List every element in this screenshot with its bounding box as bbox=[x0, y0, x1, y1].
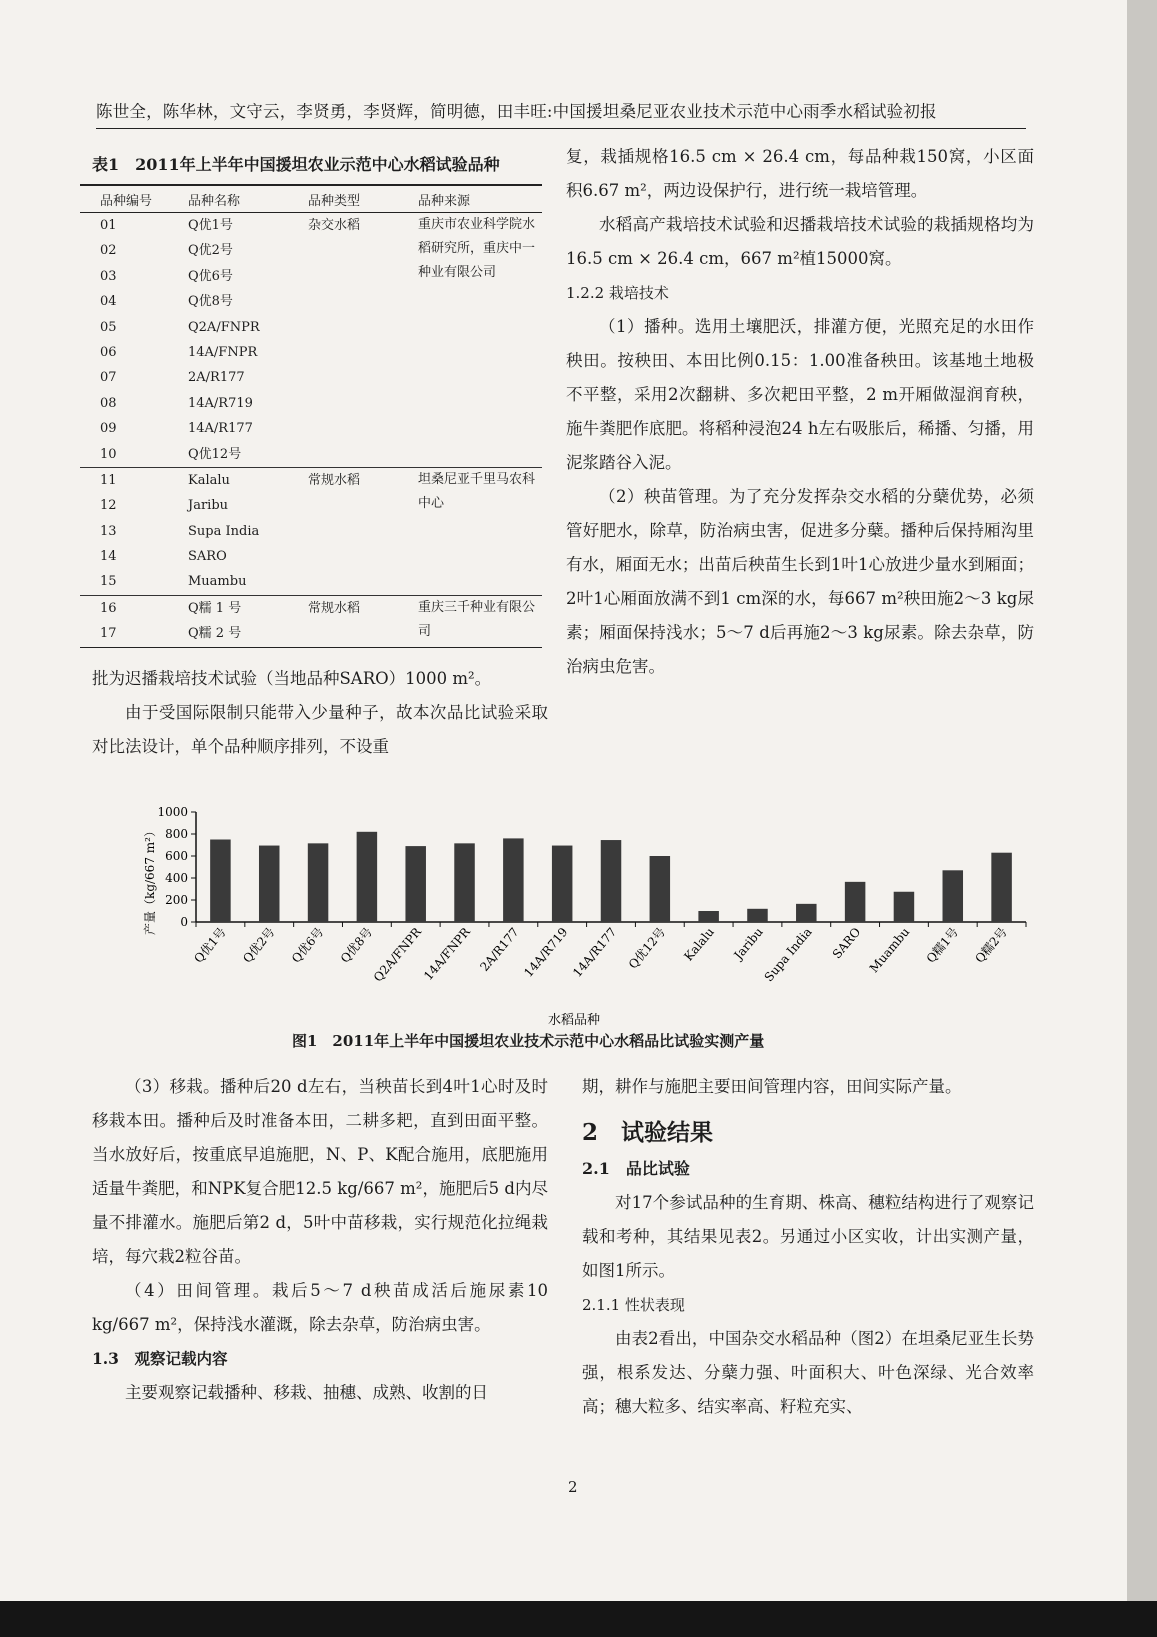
cell-source bbox=[418, 544, 542, 569]
bar bbox=[503, 838, 524, 922]
table-row bbox=[80, 569, 542, 595]
cell-source-text: 重庆三千种业有限公司 bbox=[418, 599, 536, 639]
table-row bbox=[80, 213, 542, 239]
paragraph: （1）播种。选用土壤肥沃，排灌方便，光照充足的水田作秧田。按秧田、本田比例0.15：1.00准备秧田。该基地土地极不平整，采用2次翻耕、多次耙田平整，2 m开厢做湿润育秧，施牛粪肥作底肥。将稻种浸泡24 h左右吸胀后，稀播、匀播，用泥浆踏谷入泥。 bbox=[566, 317, 1034, 472]
bar bbox=[454, 843, 475, 922]
bar bbox=[650, 856, 671, 922]
bar bbox=[747, 909, 768, 922]
cell-source bbox=[418, 315, 542, 340]
cell-type bbox=[308, 365, 418, 390]
bar bbox=[991, 853, 1012, 922]
cell-name: Q优1号 bbox=[188, 218, 233, 233]
cell-name: Q优8号 bbox=[188, 294, 233, 310]
x-tick-label: Q2A/FNPR bbox=[370, 924, 425, 985]
x-tick-label: Q优12号 bbox=[625, 924, 669, 972]
cell-name: Q优12号 bbox=[188, 446, 242, 462]
col-header-source: 品种来源 bbox=[418, 185, 542, 213]
table-row bbox=[80, 519, 542, 544]
cell-type bbox=[308, 519, 418, 544]
cell-name: Q2A/FNPR bbox=[188, 319, 260, 335]
x-tick-label: Q优8号 bbox=[337, 924, 376, 966]
x-tick-label: 14A/R719 bbox=[521, 924, 571, 980]
y-axis-label: 产量（kg/667 m²） bbox=[143, 825, 157, 935]
bar bbox=[845, 882, 866, 922]
cell-name: 14A/R177 bbox=[188, 421, 253, 437]
right-text-block bbox=[566, 140, 1034, 684]
cell-id: 08 bbox=[100, 395, 117, 411]
cell-type bbox=[308, 289, 418, 314]
table1-title: 表1 2011年上半年中国援坦农业示范中心水稻试验品种 bbox=[92, 155, 500, 174]
table-row bbox=[80, 315, 542, 340]
x-tick-label: Supa India bbox=[761, 924, 815, 985]
yield-bar-chart bbox=[96, 800, 1056, 1030]
cell-id: 12 bbox=[100, 498, 117, 514]
cell-source bbox=[418, 391, 542, 416]
table-row bbox=[80, 289, 542, 314]
table-row bbox=[80, 340, 542, 365]
scan-bottom-band bbox=[0, 1601, 1157, 1637]
cell-type bbox=[308, 569, 418, 595]
bar bbox=[698, 911, 719, 922]
paragraph: 复，栽插规格16.5 cm × 26.4 cm，每品种栽150窝，小区面积6.67 m²，两边设保护行，进行统一栽培管理。 bbox=[566, 147, 1034, 200]
cell-id: 03 bbox=[100, 268, 117, 284]
x-tick-label: Q优2号 bbox=[240, 924, 278, 966]
cell-name: Q优2号 bbox=[188, 243, 233, 259]
section-heading-2: 2 试验结果 bbox=[582, 1119, 714, 1146]
cell-type bbox=[308, 315, 418, 340]
cell-name: Supa India bbox=[188, 523, 260, 539]
cell-id: 16 bbox=[80, 595, 188, 621]
cell-type bbox=[308, 544, 418, 569]
subsection-heading: 2.1.1 性状表现 bbox=[582, 1296, 685, 1314]
cell-id: 05 bbox=[100, 319, 117, 335]
paragraph: 由于受国际限制只能带入少量种子，故本次品比试验采取对比法设计，单个品种顺序排列，不设重 bbox=[92, 703, 548, 756]
x-tick-label: Q优1号 bbox=[191, 924, 229, 966]
x-tick-label: Q糯2号 bbox=[972, 924, 1010, 966]
cell-name: Q糯 1 号 bbox=[188, 595, 308, 621]
page-edge-shadow bbox=[1127, 0, 1157, 1637]
table1 bbox=[80, 184, 542, 648]
bar bbox=[796, 904, 817, 922]
cell-id: 14 bbox=[100, 549, 117, 565]
cell-source bbox=[418, 467, 542, 511]
page-number: 2 bbox=[568, 1478, 578, 1496]
cell-source-text: 重庆市农业科学院水稻研究所，重庆中一种业有限公司 bbox=[418, 217, 536, 280]
bottom-left-text-block bbox=[92, 1070, 548, 1410]
paragraph: 期，耕作与施肥主要田间管理内容，田间实际产量。 bbox=[582, 1077, 962, 1096]
cell-source-text: 坦桑尼亚千里马农科中心 bbox=[418, 471, 536, 511]
col-header-type: 品种类型 bbox=[308, 185, 418, 213]
cell-id: 07 bbox=[100, 370, 117, 386]
cell-type bbox=[308, 621, 418, 647]
subsection-heading: 1.2.2 栽培技术 bbox=[566, 284, 669, 302]
y-tick-label: 400 bbox=[165, 871, 188, 885]
cell-name: 14A/R719 bbox=[188, 395, 253, 411]
bar bbox=[308, 843, 329, 922]
cell-source bbox=[418, 442, 542, 468]
bar bbox=[894, 892, 915, 922]
cell-type bbox=[308, 493, 418, 518]
cell-source bbox=[418, 569, 542, 595]
x-tick-label: 2A/R177 bbox=[477, 924, 522, 974]
col-header-id: 品种编号 bbox=[80, 185, 188, 213]
cell-source bbox=[418, 340, 542, 365]
cell-name: Jaribu bbox=[188, 498, 229, 514]
cell-type: 常规水稻 bbox=[308, 467, 418, 493]
table-row bbox=[80, 391, 542, 416]
cell-type bbox=[308, 391, 418, 416]
y-tick-label: 1000 bbox=[157, 805, 188, 819]
table-row bbox=[80, 595, 542, 621]
cell-name: Muambu bbox=[188, 574, 247, 590]
cell-name: 2A/R177 bbox=[188, 370, 245, 386]
col-header-name: 品种名称 bbox=[188, 185, 308, 213]
cell-source bbox=[418, 213, 542, 280]
cell-source bbox=[418, 365, 542, 390]
x-axis-label: 水稻品种 bbox=[547, 1013, 601, 1028]
bar bbox=[405, 846, 426, 922]
y-tick-label: 600 bbox=[165, 849, 188, 863]
cell-name: 14A/FNPR bbox=[188, 344, 258, 360]
cell-id: 15 bbox=[100, 574, 117, 590]
x-tick-label: Muambu bbox=[866, 924, 913, 976]
paragraph: 由表2看出，中国杂交水稻品种（图2）在坦桑尼亚生长势强，根系发达、分蘖力强、叶面积大、叶色深绿、光合效率高；穗大粒多、结实率高、籽粒充实、 bbox=[582, 1329, 1034, 1416]
cell-source bbox=[418, 595, 542, 639]
x-tick-label: 14A/FNPR bbox=[421, 924, 473, 983]
cell-id: 01 bbox=[100, 218, 117, 233]
cell-source bbox=[418, 416, 542, 441]
cell-name: SARO bbox=[188, 549, 227, 565]
bar bbox=[357, 832, 378, 922]
cell-type bbox=[308, 340, 418, 365]
bottom-right-text-block bbox=[582, 1070, 1034, 1424]
left-text-block bbox=[92, 662, 548, 764]
cell-id: 06 bbox=[100, 344, 117, 360]
cell-id: 17 bbox=[80, 621, 188, 647]
paragraph: （3）移栽。播种后20 d左右，当秧苗长到4叶1心时及时移栽本田。播种后及时准备本田，二耕多耙，直到田面平整。当水放好后，按重底早追施肥，N、P、K配合施用，底肥施用适量牛粪肥，和NPK复合肥12.5 kg/667 m²，施肥后5 d内尽量不排灌水。施肥后第2 d，5叶中苗移栽，实行规范化拉绳栽培，每穴栽2粒谷苗。 bbox=[92, 1077, 548, 1266]
x-tick-label: 14A/R177 bbox=[570, 924, 620, 980]
paragraph: 水稻高产栽培技术试验和迟播栽培技术试验的栽插规格均为16.5 cm × 26.4 cm，667 m²植15000窝。 bbox=[566, 215, 1034, 268]
paragraph: 对17个参试品种的生育期、株高、穗粒结构进行了观察记载和考种，其结果见表2。另通过小区实收，计出实测产量，如图1所示。 bbox=[582, 1193, 1034, 1280]
bar bbox=[601, 840, 622, 922]
paragraph: （4）田间管理。栽后5～7 d秧苗成活后施尿素10 kg/667 m²，保持浅水灌溉，除去杂草，防治病虫害。 bbox=[92, 1281, 548, 1334]
cell-type bbox=[308, 264, 418, 289]
running-header: 陈世全，陈华林，文守云，李贤勇，李贤辉，简明德，田丰旺:中国援坦桑尼亚农业技术示范中心雨季水稻试验初报 bbox=[96, 98, 1026, 129]
cell-source bbox=[418, 519, 542, 544]
paragraph: 主要观察记载播种、移栽、抽穗、成熟、收割的日 bbox=[125, 1383, 488, 1402]
cell-type: 杂交水稻 bbox=[308, 218, 361, 233]
table-row bbox=[80, 544, 542, 569]
cell-type bbox=[308, 238, 418, 263]
bar bbox=[210, 840, 231, 923]
section-heading-2-1: 2.1 品比试验 bbox=[582, 1159, 690, 1178]
section-heading: 1.3 观察记载内容 bbox=[92, 1349, 228, 1368]
paragraph: （2）秧苗管理。为了充分发挥杂交水稻的分蘖优势，必须管好肥水，除草，防治病虫害，促进多分蘖。播种后保持厢沟里有水，厢面无水；出苗后秧苗生长到1叶1心放进少量水到厢面；2叶1心厢面放满不到1 cm深的水，每667 m²秧田施2～3 kg尿素；厢面保持浅水；5～7 d后再施2～3 kg尿素。除去杂草，防治病虫危害。 bbox=[566, 487, 1034, 676]
x-tick-label: Kalalu bbox=[681, 924, 717, 964]
cell-type: 常规水稻 bbox=[308, 595, 418, 621]
cell-type bbox=[308, 442, 418, 468]
cell-name: Kalalu bbox=[188, 467, 308, 493]
y-tick-label: 800 bbox=[165, 827, 188, 841]
cell-id: 09 bbox=[100, 421, 117, 437]
bar bbox=[552, 846, 573, 922]
table-row bbox=[80, 467, 542, 493]
bar bbox=[259, 846, 280, 922]
cell-source bbox=[418, 289, 542, 314]
cell-id: 02 bbox=[100, 243, 117, 259]
cell-type bbox=[308, 416, 418, 441]
paragraph: 批为迟播栽培技术试验（当地品种SARO）1000 m²。 bbox=[92, 669, 492, 688]
table-row bbox=[80, 442, 542, 468]
table-row bbox=[80, 416, 542, 441]
y-tick-label: 200 bbox=[165, 893, 188, 907]
x-tick-label: Jaribu bbox=[731, 924, 766, 963]
table-row bbox=[80, 365, 542, 390]
cell-id: 04 bbox=[100, 294, 117, 310]
cell-id: 11 bbox=[80, 467, 188, 493]
cell-id: 13 bbox=[100, 523, 117, 539]
x-tick-label: Q糯1号 bbox=[923, 924, 962, 966]
cell-name: Q优6号 bbox=[188, 268, 233, 284]
figure1-caption: 图1 2011年上半年中国援坦农业技术示范中心水稻品比试验实测产量 bbox=[292, 1032, 765, 1050]
cell-id: 10 bbox=[100, 446, 117, 462]
y-tick-label: 0 bbox=[180, 915, 188, 929]
cell-name: Q糯 2 号 bbox=[188, 621, 308, 647]
x-tick-label: Q优6号 bbox=[288, 924, 327, 966]
x-tick-label: SARO bbox=[829, 924, 864, 962]
bar bbox=[943, 870, 964, 922]
